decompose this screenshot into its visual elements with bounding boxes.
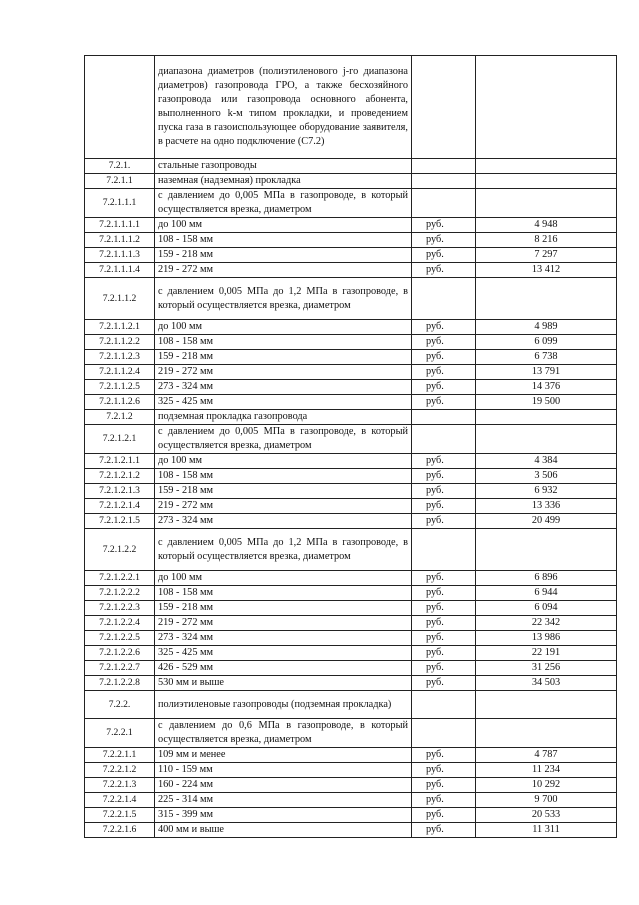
row-unit: руб. [412, 586, 476, 601]
row-description: 273 - 324 мм [155, 514, 412, 529]
row-description: 159 - 218 мм [155, 248, 412, 263]
table-row [85, 350, 617, 365]
row-code: 7.2.1.2.2.7 [85, 661, 155, 676]
table-row [85, 499, 617, 514]
row-description: подземная прокладка газопровода [155, 410, 412, 425]
row-code: 7.2.1.1.2.6 [85, 395, 155, 410]
tariff-table-body [85, 56, 617, 838]
table-row [85, 320, 617, 335]
table-row [85, 748, 617, 763]
table-row [85, 454, 617, 469]
row-price [476, 529, 617, 571]
row-price: 11 311 [476, 823, 617, 838]
row-description: до 100 мм [155, 218, 412, 233]
tariff-table [84, 55, 617, 838]
row-code: 7.2.2.1.2 [85, 763, 155, 778]
row-unit [412, 56, 476, 159]
row-price: 7 297 [476, 248, 617, 263]
row-unit: руб. [412, 748, 476, 763]
row-description: до 100 мм [155, 454, 412, 469]
table-row [85, 365, 617, 380]
row-description: 108 - 158 мм [155, 335, 412, 350]
row-code: 7.2.1.2.1.5 [85, 514, 155, 529]
row-code: 7.2.1.1.1 [85, 189, 155, 218]
row-code: 7.2.1.2.2.2 [85, 586, 155, 601]
row-unit: руб. [412, 646, 476, 661]
row-description: 108 - 158 мм [155, 469, 412, 484]
row-price: 4 787 [476, 748, 617, 763]
row-price: 6 738 [476, 350, 617, 365]
table-row [85, 571, 617, 586]
row-price: 10 292 [476, 778, 617, 793]
table-row [85, 484, 617, 499]
row-price: 19 500 [476, 395, 617, 410]
row-code: 7.2.1.2.2.5 [85, 631, 155, 646]
row-description: 160 - 224 мм [155, 778, 412, 793]
row-code: 7.2.2.1.5 [85, 808, 155, 823]
row-code: 7.2.2.1.1 [85, 748, 155, 763]
table-row [85, 601, 617, 616]
row-code: 7.2.2.1 [85, 719, 155, 748]
row-price [476, 691, 617, 719]
row-unit: руб. [412, 661, 476, 676]
row-price: 8 216 [476, 233, 617, 248]
row-code: 7.2.1.1.1.1 [85, 218, 155, 233]
row-unit [412, 189, 476, 218]
row-price [476, 719, 617, 748]
row-description: с давлением 0,005 МПа до 1,2 МПа в газопроводе, в который осуществляется врезка, диаметром [155, 278, 412, 320]
row-description: наземная (надземная) прокладка [155, 174, 412, 189]
row-price: 6 932 [476, 484, 617, 499]
row-price [476, 189, 617, 218]
row-code: 7.2.1.1.2.1 [85, 320, 155, 335]
row-unit: руб. [412, 320, 476, 335]
row-code: 7.2.1.2 [85, 410, 155, 425]
row-price [476, 174, 617, 189]
row-code: 7.2.1.2.2.1 [85, 571, 155, 586]
table-row [85, 823, 617, 838]
row-code: 7.2.1.2.1.4 [85, 499, 155, 514]
table-row [85, 248, 617, 263]
table-row [85, 719, 617, 748]
row-description: 530 мм и выше [155, 676, 412, 691]
row-unit: руб. [412, 616, 476, 631]
table-row [85, 646, 617, 661]
row-code: 7.2.1.2.2.4 [85, 616, 155, 631]
table-row [85, 159, 617, 174]
row-description: 325 - 425 мм [155, 395, 412, 410]
row-unit [412, 529, 476, 571]
row-price [476, 425, 617, 454]
row-unit: руб. [412, 263, 476, 278]
row-code: 7.2.1.2.1.1 [85, 454, 155, 469]
table-row [85, 676, 617, 691]
row-unit: руб. [412, 365, 476, 380]
row-description: до 100 мм [155, 320, 412, 335]
row-code: 7.2.1.2.2.3 [85, 601, 155, 616]
row-unit: руб. [412, 823, 476, 838]
row-description: 159 - 218 мм [155, 484, 412, 499]
table-row [85, 380, 617, 395]
row-code: 7.2.1. [85, 159, 155, 174]
table-row [85, 410, 617, 425]
row-unit: руб. [412, 233, 476, 248]
table-row [85, 263, 617, 278]
row-price: 6 896 [476, 571, 617, 586]
row-code: 7.2.2.1.6 [85, 823, 155, 838]
table-row [85, 691, 617, 719]
row-description: диапазона диаметров (полиэтиленового j-го диапазона диаметров) газопровода ГРО, а также бесхозяйного газопровода или газопровода основного абонента, выполненного k-м типом прокладки, и проведением пуска газа в газоиспользующее оборудование заявителя, в расчете на одно подключение (С7.2) [155, 56, 412, 159]
table-row [85, 586, 617, 601]
row-price: 4 384 [476, 454, 617, 469]
row-price: 13 412 [476, 263, 617, 278]
table-row [85, 278, 617, 320]
row-description: 219 - 272 мм [155, 263, 412, 278]
row-description: с давлением до 0,005 МПа в газопроводе, в который осуществляется врезка, диаметром [155, 425, 412, 454]
row-unit [412, 174, 476, 189]
row-price: 13 791 [476, 365, 617, 380]
row-code: 7.2.1.1 [85, 174, 155, 189]
row-unit [412, 278, 476, 320]
row-code: 7.2.1.1.1.2 [85, 233, 155, 248]
row-code: 7.2.1.1.2.5 [85, 380, 155, 395]
row-price: 13 336 [476, 499, 617, 514]
row-price: 13 986 [476, 631, 617, 646]
table-row [85, 631, 617, 646]
table-row [85, 335, 617, 350]
row-price: 20 499 [476, 514, 617, 529]
row-price: 34 503 [476, 676, 617, 691]
row-description: 108 - 158 мм [155, 586, 412, 601]
row-description: 159 - 218 мм [155, 601, 412, 616]
row-description: с давлением 0,005 МПа до 1,2 МПа в газопроводе, в который осуществляется врезка, диаметром [155, 529, 412, 571]
row-unit: руб. [412, 218, 476, 233]
table-row [85, 661, 617, 676]
row-unit: руб. [412, 395, 476, 410]
row-code: 7.2.2. [85, 691, 155, 719]
row-price: 20 533 [476, 808, 617, 823]
row-price: 22 191 [476, 646, 617, 661]
row-unit: руб. [412, 380, 476, 395]
table-row [85, 529, 617, 571]
row-unit: руб. [412, 454, 476, 469]
row-unit [412, 719, 476, 748]
row-code: 7.2.1.1.1.4 [85, 263, 155, 278]
row-description: 400 мм и выше [155, 823, 412, 838]
row-description: с давлением до 0,005 МПа в газопроводе, в который осуществляется врезка, диаметром [155, 189, 412, 218]
row-description: 108 - 158 мм [155, 233, 412, 248]
row-code [85, 56, 155, 159]
table-row [85, 189, 617, 218]
row-description: 219 - 272 мм [155, 499, 412, 514]
row-price: 3 506 [476, 469, 617, 484]
row-description: до 100 мм [155, 571, 412, 586]
row-description: 110 - 159 мм [155, 763, 412, 778]
row-unit: руб. [412, 499, 476, 514]
row-unit: руб. [412, 676, 476, 691]
row-unit [412, 691, 476, 719]
row-price: 4 948 [476, 218, 617, 233]
row-unit: руб. [412, 778, 476, 793]
row-unit: руб. [412, 335, 476, 350]
row-unit: руб. [412, 763, 476, 778]
row-code: 7.2.1.2.1 [85, 425, 155, 454]
row-description: стальные газопроводы [155, 159, 412, 174]
row-description: 426 - 529 мм [155, 661, 412, 676]
table-row [85, 233, 617, 248]
row-code: 7.2.1.2.1.2 [85, 469, 155, 484]
row-description: с давлением до 0,6 МПа в газопроводе, в который осуществляется врезка, диаметром [155, 719, 412, 748]
row-unit: руб. [412, 601, 476, 616]
row-code: 7.2.2.1.4 [85, 793, 155, 808]
row-code: 7.2.1.2.2.8 [85, 676, 155, 691]
table-row [85, 469, 617, 484]
row-unit [412, 410, 476, 425]
row-description: 273 - 324 мм [155, 631, 412, 646]
row-code: 7.2.1.1.2.4 [85, 365, 155, 380]
table-row [85, 616, 617, 631]
row-price: 6 094 [476, 601, 617, 616]
row-price: 22 342 [476, 616, 617, 631]
row-description: 273 - 324 мм [155, 380, 412, 395]
row-price: 6 099 [476, 335, 617, 350]
table-row [85, 425, 617, 454]
row-description: 109 мм и менее [155, 748, 412, 763]
row-code: 7.2.2.1.3 [85, 778, 155, 793]
row-description: 219 - 272 мм [155, 365, 412, 380]
row-code: 7.2.1.2.2 [85, 529, 155, 571]
row-unit: руб. [412, 350, 476, 365]
row-unit: руб. [412, 484, 476, 499]
row-unit: руб. [412, 514, 476, 529]
row-unit [412, 159, 476, 174]
row-price: 11 234 [476, 763, 617, 778]
row-price: 4 989 [476, 320, 617, 335]
row-description: 159 - 218 мм [155, 350, 412, 365]
table-row [85, 218, 617, 233]
row-code: 7.2.1.1.2.3 [85, 350, 155, 365]
table-row [85, 763, 617, 778]
row-price: 9 700 [476, 793, 617, 808]
row-code: 7.2.1.1.1.3 [85, 248, 155, 263]
row-unit [412, 425, 476, 454]
row-code: 7.2.1.1.2 [85, 278, 155, 320]
row-unit: руб. [412, 631, 476, 646]
row-unit: руб. [412, 469, 476, 484]
row-code: 7.2.1.1.2.2 [85, 335, 155, 350]
row-description: 219 - 272 мм [155, 616, 412, 631]
row-price [476, 159, 617, 174]
row-description: 315 - 399 мм [155, 808, 412, 823]
row-price [476, 410, 617, 425]
row-code: 7.2.1.2.1.3 [85, 484, 155, 499]
row-unit: руб. [412, 808, 476, 823]
table-row [85, 174, 617, 189]
row-description: 325 - 425 мм [155, 646, 412, 661]
table-row [85, 56, 617, 159]
row-description: 225 - 314 мм [155, 793, 412, 808]
row-code: 7.2.1.2.2.6 [85, 646, 155, 661]
table-row [85, 793, 617, 808]
table-row [85, 514, 617, 529]
row-description: полиэтиленовые газопроводы (подземная прокладка) [155, 691, 412, 719]
row-unit: руб. [412, 571, 476, 586]
table-row [85, 395, 617, 410]
row-price [476, 278, 617, 320]
row-price: 6 944 [476, 586, 617, 601]
row-unit: руб. [412, 248, 476, 263]
row-price: 31 256 [476, 661, 617, 676]
row-unit: руб. [412, 793, 476, 808]
table-row [85, 808, 617, 823]
row-price: 14 376 [476, 380, 617, 395]
row-price [476, 56, 617, 159]
table-row [85, 778, 617, 793]
